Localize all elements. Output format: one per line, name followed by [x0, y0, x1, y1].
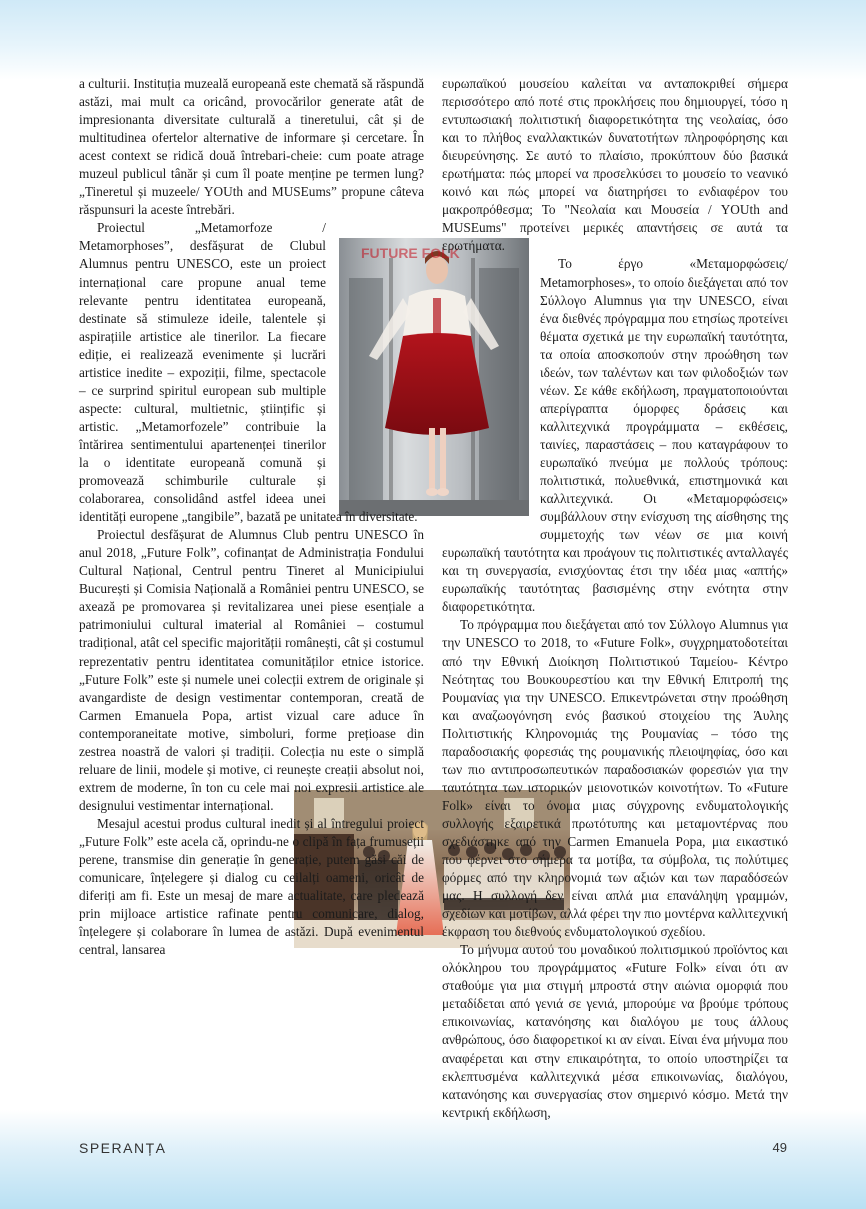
right-paragraph-2: Το έργο «Μεταμορφώσεις/ Metamorphoses», το οποίο διεξάγεται από τον Σύλλογο Alumnus για την UNESCO, είναι ένα διεθνές πρόγραμμα που ετησίως προτείνει θέματα σχετικά με την ευρωπαϊκή ταυτότητα, τα οποία αποσκοπούν στην προώθηση των ιδεών, των ταλέντων και των φιλοδοξιών των νέων. Σε κάθε εκδήλωση, πραγματοποιούνται απερίγραπτα όμορφες δράσεις και καλλιτεχνικά προγράμματα – εκθέσεις, ταινίες, παραστάσεις – που καταγράφουν το ευρωπαϊκό πνεύμα με πολλούς τρόπους: πολιτιστικά, πολυεθνικά, επιστημονικά και καλλιτεχνικά. Οι «Μεταμορφώσεις» συμβάλλουν στην ενίσχυση της αίσθησης της συμμετοχής των νέων σε μια κοινή ευρωπαϊκή ταυτότητα και προάγουν τις πολιτιστικές ανταλλαγές και τη συνεργασία, ενισχύοντας έτσι την ιδέα μιας «απτής» ευρωπαϊκής ταυτότητας βασισμένης στην ενότητα στην διαφορετικότητα.: [442, 256, 788, 615]
bottom-gradient-band: [0, 1110, 866, 1209]
magazine-name: SPERANȚA: [79, 1140, 167, 1156]
left-paragraph-4: Mesajul acestui produs cultural inedit și al întregului proiect „Future Folk” este acela că, oprindu-ne o clipă în fața frumuseții perene, transmise din generație în generație, putem găsi căi de comunicare, înțelegere și dialog cu ceilalți oameni, oricât de diferiți am fi. Este un mesaj de mare actualitate, care pledează prin mijloace artistice rafinate pentru comunicare, dialog, înțelegere și colaborare în lumea de astăzi. După evenimentul central, lansarea: [79, 815, 424, 958]
left-column-romanian: [79, 75, 424, 959]
right-column-greek: [442, 75, 788, 1122]
right-paragraph-4: Το μήνυμα αυτού του μοναδικού πολιτισμικού προϊόντος και ολόκληρου του προγράμματος «Future Folk» είναι ότι αν σταθούμε για μια στιγμή μπροστά στην αιώνια ομορφιά που μεταδίδεται από γενιά σε γενιά, μπορούμε να βρούμε τρόπους επικοινωνίας, κατανόησης και διαλόγου με τους άλλους ανθρώπους, όσο διαφορετικοί κι αν είναι. Είναι ένα μήνυμα που αναφέρεται και στην επικαιρότητα, το οποίο υποστηρίζει τα εκλεπτυσμένα καλλιτεχνικά μέσα επικοινωνίας, διαλόγου, κατανόησης και συνεργασίας στον σημερινό κόσμο. Μετά την κεντρική εκδήλωση,: [442, 942, 788, 1120]
left-photo-spacer: [332, 219, 424, 497]
top-gradient-band: [0, 0, 866, 80]
left-paragraph-1: a culturii. Instituția muzeală europeană este chemată să răspundă astăzi, mai mult ca oricând, provocărilor generate atât de impresionanta diversitate culturală a tineretului, cât și de multitudinea ofertelor alternative de informare și cercetare. În acest context se ridică două întrebari-cheie: cum poate atrage muzeul publicul tânăr și cum îl poate menține pe termen lung? „Tineretul și muzeele/ YOUth and MUSEums” propune câteva răspunsuri la aceste întrebări.: [79, 76, 424, 218]
right-paragraph-1: ευρωπαϊκού μουσείου καλείται να ανταποκριθεί σήμερα περισσότερο από ποτέ στις προκλήσεις που δημιουργεί, τόσο η εντυπωσιακή πολιτιστική διαφορετικότητα της νεολαίας, όσο και το πλήθος εναλλακτικών δυνατοτήτων πληροφόρησης και διευρεύνησης. Σε αυτό το πλαίσιο, προκύπτουν δύο βασικά ερωτήματα: πώς μπορεί να προσελκύσει το μουσείο το νεανικό κοινό και πώς μπορεί να διατηρήσει το ενδιαφέρον του μακροπρόθεσμα; Το "Νεολαία και Μουσεία / YOUth and MUSEums" προτείνει μερικές απαντήσεις σε αυτά τα ερωτήματα.: [442, 76, 788, 254]
right-photo-spacer-top: [442, 255, 534, 533]
left-paragraph-2: Proiectul „Metamorfoze / Metamorphoses”, desfășurat de Clubul Alumnus pentru UNESCO, este un proiect internațional care propune anual teme relevante pentru identitatea europeană, destinate să stimuleze ideile, talentele și aspirațiile artistice ale tinerilor. La fiecare ediție, ei realizează evenimente și lucrări artistice inedite – expoziții, filme, spectacole – ce surprind spiritul european sub multiple aspecte: cultural, multietnic, științific și artistic. „Metamorfozele” contribuie la întărirea sentimentului apartenenței tinerilor la o identitate europeană comună și promovează schimburile culturale și colaborarea, consolidând astfel ideea unei identități europene „tangibile”, bazată pe unitatea în diversitate.: [79, 220, 418, 525]
left-paragraph-3: Proiectul desfășurat de Alumnus Club pentru UNESCO în anul 2018, „Future Folk”, cofinanțat de Administrația Fondului Cultural Național, Centrul pentru Tineret al Municipiului București și Comisia Națională a României pentru UNESCO, se axează pe promovarea și revitalizarea unei piese esențiale a patrimoniului cultural imaterial al României – costumul tradițional, atât cel specific majorității românești, cât și costumul reprezentativ pentru identitatea comunităților etnice istorice. „Future Folk” este și numele unei colecții extrem de originale și avangardiste de design vestimentar contemporan, creată de Carmen Emanuela Popa, artist vizual care aduce în contemporaneitate motive, simboluri, forme prețioase din zestrea noastră de valori și tradiții. Colecția nu este o simplă reluare de linii, modele și motive, ci reunește creații absolut noi, extrem de moderne, în ton cu cele mai noi expresii artistice ale designului vestimentar internațional.: [79, 527, 424, 813]
right-paragraph-3: Το πρόγραμμα που διεξάγεται από τον Σύλλογο Alumnus για την UNESCO το 2018, το «Future Folk», συγχρηματοδοτείται από την Εθνική Διοίκηση Πολιτιστικού Ταμείου- Κέντρο Νεότητας του Βουκουρεστίου και την Εθνική Επιτροπή της Ρουμανίας για την UNESCO. Επικεντρώνεται στην προώθηση και αναζωογόνηση ενός βασικού στοιχείου της Άυλης Πολιτιστικής Κληρονομιάς της Ρουμανίας – τόσο της παραδοσιακής φορεσιάς της ρουμανικής πλειοψηφίας, όσο και των πιο αντιπροσωπευτικών παραδοσιακών φορεσιών για την ταυτότητα των ιστορικών μειονοτικών κοινοτήτων. Το «Future Folk» είναι το όνομα μιας σύγχρονης ενδυματολογικής συλλογής εξαιρετικά πρωτότυπης και μεταμοντέρνας που σχεδιάστηκε από την Carmen Emanuela Popa, μια εικαστικό που φέρνει στο σήμερα τα μοτίβα, τα σύμβολα, τις πολύτιμες φόρμες από την κληρονομιά των αξιών και των παραδόσεών μας. Η συλλογή δεν είναι απλά μια επανάληψη γραμμών, σχεδίων και μοτίβων, αλλά φέρει την πιο μοντέρνα καλλιτεχνική έκφραση του διεθνούς ενδυματολογικού σχεδίου.: [442, 617, 788, 940]
page-number: 49: [772, 1140, 787, 1155]
photo-watermark: FUTURE FOLK: [361, 245, 460, 261]
